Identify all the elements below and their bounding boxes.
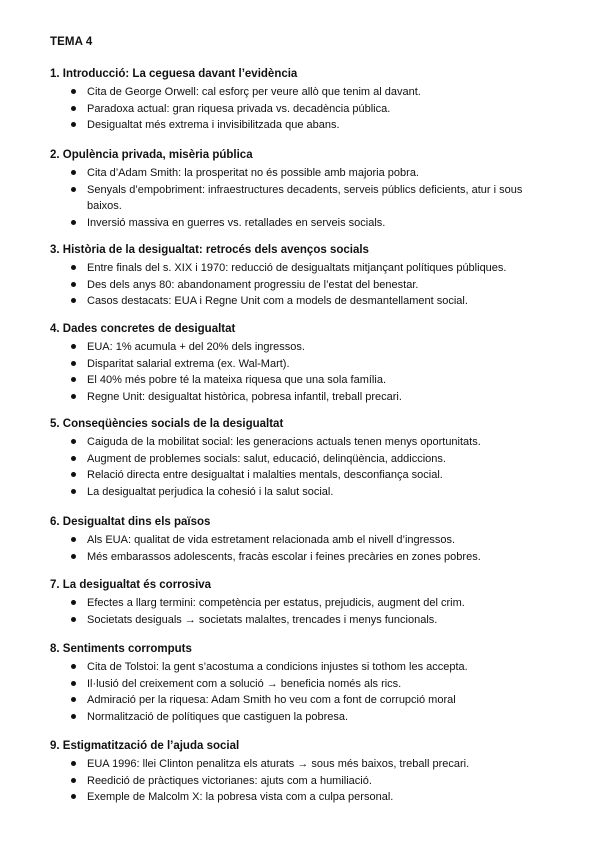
list-item-text: Exemple de Malcolm X: la pobresa vista com a culpa personal. xyxy=(87,791,394,803)
bullet-icon xyxy=(71,456,76,461)
bullet-list xyxy=(50,165,560,231)
section-heading: 2. Opulència privada, misèria pública xyxy=(50,149,253,161)
list-item-text: El 40% més pobre té la mateixa riquesa que una sola família. xyxy=(87,374,386,386)
section-1 xyxy=(50,66,560,134)
list-item-text: Cita de George Orwell: cal esforç per veure allò que tenim al davant. xyxy=(87,86,421,98)
bullet-list xyxy=(50,434,560,500)
list-item xyxy=(50,756,560,773)
section-4 xyxy=(50,321,560,405)
section-heading: 1. Introducció: La ceguesa davant l’evidència xyxy=(50,68,298,80)
list-item-text: Relació directa entre desigualtat i malalties mentals, desconfiança social. xyxy=(87,469,443,481)
bullet-icon xyxy=(71,361,76,366)
list-item xyxy=(50,709,560,726)
list-item xyxy=(50,434,560,451)
bullet-icon xyxy=(71,394,76,399)
bullet-list xyxy=(50,84,560,134)
bullet-list xyxy=(50,260,560,310)
list-item-text: Als EUA: qualitat de vida estretament relacionada amb el nivell d’ingressos. xyxy=(87,534,456,546)
bullet-list xyxy=(50,756,560,806)
list-item xyxy=(50,612,560,629)
list-item-text: Senyals d’empobriment: infraestructures decadents, serveis públics deficients, atur i sous baixos. xyxy=(87,183,523,212)
list-item xyxy=(50,101,560,118)
list-item xyxy=(50,293,560,310)
list-item-text: Més embarassos adolescents, fracàs escolar i feines precàries en zones pobres. xyxy=(87,550,481,563)
list-item-text: Des dels anys 80: abandonament progressiu de l’estat del benestar. xyxy=(87,278,419,291)
bullet-icon xyxy=(71,617,76,622)
list-item xyxy=(50,549,560,566)
bullet-icon xyxy=(71,761,76,766)
list-item-text: Regne Unit: desigualtat històrica, pobresa infantil, treball precari. xyxy=(87,390,402,403)
list-item-text: Efectes a llarg termini: competència per estatus, prejudicis, augment del crim. xyxy=(87,597,465,609)
bullet-icon xyxy=(71,794,76,799)
list-item-text: Desigualtat més extrema i invisibilitzada que abans. xyxy=(87,119,340,131)
list-item xyxy=(50,659,560,676)
bullet-icon xyxy=(71,220,76,225)
bullet-icon xyxy=(71,187,76,192)
list-item-text: Normalització de polítiques que castiguen la pobresa. xyxy=(87,710,349,723)
section-heading: 9. Estigmatització de l’ajuda social xyxy=(50,740,240,752)
list-item xyxy=(50,773,560,790)
list-item xyxy=(50,356,560,373)
list-item-text: Reedició de pràctiques victorianes: ajuts com a humiliació. xyxy=(87,774,372,787)
bullet-icon xyxy=(71,681,76,686)
list-item xyxy=(50,182,560,215)
bullet-icon xyxy=(71,554,76,559)
bullet-icon xyxy=(71,778,76,783)
section-9 xyxy=(50,738,560,806)
list-item xyxy=(50,372,560,389)
list-item xyxy=(50,84,560,101)
list-item-text: Paradoxa actual: gran riquesa privada vs. decadència pública. xyxy=(87,102,391,115)
list-item-text: Entre finals del s. XIX i 1970: reducció de desigualtats mitjançant polítiques públiques. xyxy=(87,262,507,274)
list-item-text: Augment de problemes socials: salut, educació, delinqüència, addiccions. xyxy=(87,452,446,465)
list-item-text: EUA 1996: llei Clinton penalitza els aturats → sous més baixos, treball precari. xyxy=(87,758,470,770)
list-item xyxy=(50,467,560,484)
bullet-list xyxy=(50,659,560,725)
bullet-icon xyxy=(71,122,76,127)
list-item xyxy=(50,532,560,549)
list-item-text: Societats desiguals → societats malaltes, trencades i menys funcionals. xyxy=(87,613,438,626)
list-item xyxy=(50,676,560,693)
section-3 xyxy=(50,242,560,310)
bullet-icon xyxy=(71,714,76,719)
bullet-icon xyxy=(71,537,76,542)
bullet-icon xyxy=(71,439,76,444)
list-item-text: Admiració per la riquesa: Adam Smith ho veu com a font de corrupció moral xyxy=(87,694,456,706)
bullet-icon xyxy=(71,265,76,270)
list-item-text: Cita de Tolstoi: la gent s’acostuma a condicions injustes si tothom les accepta. xyxy=(87,661,468,673)
list-item-text: Disparitat salarial extrema (ex. Wal-Mart). xyxy=(87,357,290,370)
section-heading: 6. Desigualtat dins els països xyxy=(50,516,211,528)
list-item-text: Casos destacats: EUA i Regne Unit com a models de desmantellament social. xyxy=(87,295,468,307)
list-item xyxy=(50,484,560,501)
section-5 xyxy=(50,416,560,500)
list-item-text: Cita d’Adam Smith: la prosperitat no és possible amb majoria pobra. xyxy=(87,167,419,179)
bullet-list xyxy=(50,532,560,565)
list-item xyxy=(50,117,560,134)
bullet-icon xyxy=(71,170,76,175)
bullet-icon xyxy=(71,489,76,494)
list-item xyxy=(50,595,560,612)
section-8 xyxy=(50,641,560,725)
section-heading: 8. Sentiments corromputs xyxy=(50,643,192,655)
bullet-list xyxy=(50,339,560,405)
list-item xyxy=(50,789,560,806)
list-item-text: La desigualtat perjudica la cohesió i la salut social. xyxy=(87,485,334,498)
bullet-icon xyxy=(71,344,76,349)
bullet-icon xyxy=(71,377,76,382)
list-item xyxy=(50,215,560,232)
bullet-list xyxy=(50,595,560,628)
list-item-text: Inversió massiva en guerres vs. retallades en serveis socials. xyxy=(87,216,386,229)
bullet-icon xyxy=(71,298,76,303)
bullet-icon xyxy=(71,600,76,605)
list-item xyxy=(50,260,560,277)
list-item xyxy=(50,165,560,182)
bullet-icon xyxy=(71,282,76,287)
bullet-icon xyxy=(71,697,76,702)
bullet-icon xyxy=(71,89,76,94)
section-2 xyxy=(50,147,560,231)
document-title: TEMA 4 xyxy=(50,36,93,48)
list-item xyxy=(50,692,560,709)
section-heading: 3. Història de la desigualtat: retrocés dels avenços socials xyxy=(50,244,369,256)
section-heading: 4. Dades concretes de desigualtat xyxy=(50,323,236,335)
section-6 xyxy=(50,514,560,565)
bullet-icon xyxy=(71,664,76,669)
list-item xyxy=(50,451,560,468)
section-heading: 7. La desigualtat és corrosiva xyxy=(50,579,212,591)
list-item xyxy=(50,389,560,406)
bullet-icon xyxy=(71,472,76,477)
bullet-icon xyxy=(71,106,76,111)
list-item xyxy=(50,277,560,294)
section-7 xyxy=(50,577,560,628)
list-item-text: Caiguda de la mobilitat social: les generacions actuals tenen menys oportunitats. xyxy=(87,436,481,448)
list-item xyxy=(50,339,560,356)
list-item-text: Il·lusió del creixement com a solució → beneficia només als rics. xyxy=(87,677,402,690)
list-item-text: EUA: 1% acumula + del 20% dels ingressos. xyxy=(87,341,305,353)
section-heading: 5. Conseqüències socials de la desigualtat xyxy=(50,418,284,430)
